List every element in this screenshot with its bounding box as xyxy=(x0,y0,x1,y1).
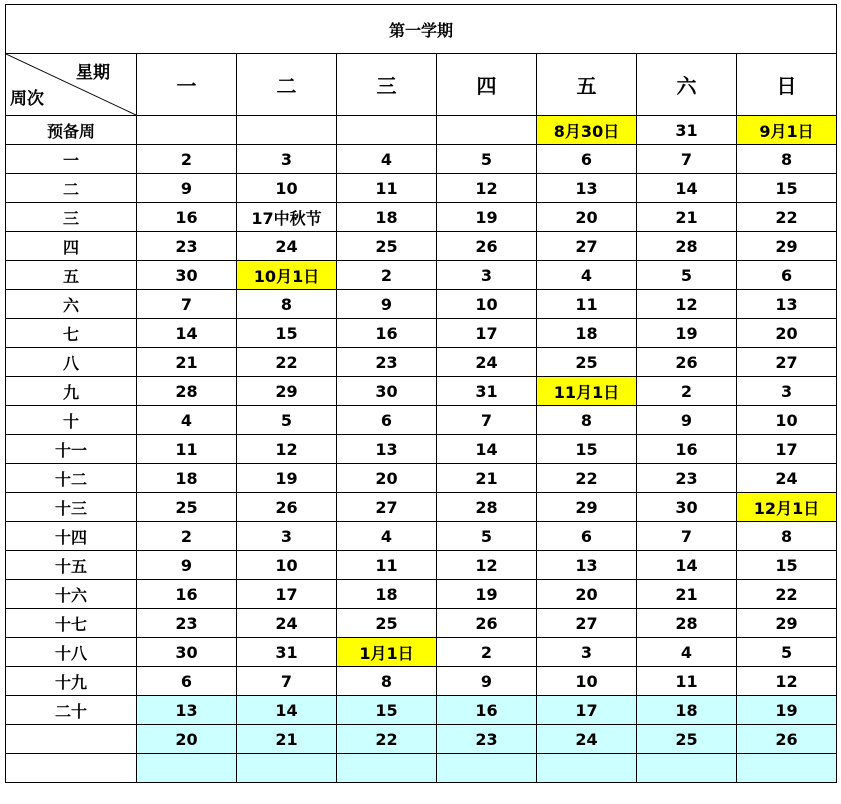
week-row xyxy=(6,551,837,580)
date-cell: 31 xyxy=(237,638,337,667)
date-cell: 10 xyxy=(437,290,537,319)
date-cell: 27 xyxy=(537,232,637,261)
date-cell: 20 xyxy=(537,203,637,232)
week-label: 预备周 xyxy=(6,116,137,145)
weekday-axis-label: 星期 xyxy=(76,63,110,83)
date-cell: 5 xyxy=(237,406,337,435)
date-cell xyxy=(137,116,237,145)
date-cell: 12 xyxy=(737,667,837,696)
date-cell: 3 xyxy=(537,638,637,667)
date-cell: 24 xyxy=(537,725,637,754)
week-row xyxy=(6,203,837,232)
week-row xyxy=(6,232,837,261)
date-cell: 31 xyxy=(637,116,737,145)
date-cell: 10 xyxy=(237,174,337,203)
week-label: 十二 xyxy=(6,464,137,493)
day-header-wed: 三 xyxy=(337,54,437,116)
date-cell: 24 xyxy=(437,348,537,377)
date-cell: 19 xyxy=(437,203,537,232)
date-cell: 25 xyxy=(137,493,237,522)
date-cell: 15 xyxy=(737,551,837,580)
date-cell: 14 xyxy=(637,551,737,580)
date-cell: 12 xyxy=(237,435,337,464)
date-cell: 23 xyxy=(437,725,537,754)
date-cell: 25 xyxy=(337,609,437,638)
day-header-tue: 二 xyxy=(237,54,337,116)
date-cell: 30 xyxy=(137,261,237,290)
date-cell: 5 xyxy=(437,145,537,174)
date-cell: 26 xyxy=(237,493,337,522)
date-cell: 2 xyxy=(337,261,437,290)
date-cell: 24 xyxy=(237,609,337,638)
date-cell: 11 xyxy=(337,174,437,203)
week-label: 十八 xyxy=(6,638,137,667)
date-cell: 13 xyxy=(537,551,637,580)
date-cell: 13 xyxy=(537,174,637,203)
day-header-thu: 四 xyxy=(437,54,537,116)
date-cell: 14 xyxy=(637,174,737,203)
week-row xyxy=(6,145,837,174)
week-row xyxy=(6,116,837,145)
date-cell: 4 xyxy=(137,406,237,435)
date-cell xyxy=(337,754,437,783)
date-cell: 8 xyxy=(537,406,637,435)
date-cell: 30 xyxy=(337,377,437,406)
week-label: 八 xyxy=(6,348,137,377)
date-cell: 28 xyxy=(637,609,737,638)
date-cell: 11 xyxy=(337,551,437,580)
date-cell: 18 xyxy=(637,696,737,725)
date-cell: 5 xyxy=(737,638,837,667)
date-cell: 26 xyxy=(437,609,537,638)
week-axis-label: 周次 xyxy=(10,89,44,109)
date-cell: 11 xyxy=(137,435,237,464)
date-cell: 2 xyxy=(437,638,537,667)
date-cell: 6 xyxy=(537,145,637,174)
date-cell: 23 xyxy=(137,609,237,638)
week-label: 四 xyxy=(6,232,137,261)
date-cell: 21 xyxy=(137,348,237,377)
date-cell: 24 xyxy=(737,464,837,493)
date-cell: 21 xyxy=(437,464,537,493)
date-cell: 19 xyxy=(637,319,737,348)
date-cell: 7 xyxy=(437,406,537,435)
date-cell: 19 xyxy=(437,580,537,609)
week-row xyxy=(6,290,837,319)
week-label: 十五 xyxy=(6,551,137,580)
week-row xyxy=(6,609,837,638)
date-cell: 18 xyxy=(537,319,637,348)
date-cell: 9 xyxy=(137,551,237,580)
week-label: 一 xyxy=(6,145,137,174)
date-cell: 4 xyxy=(537,261,637,290)
date-cell: 29 xyxy=(237,377,337,406)
week-label: 九 xyxy=(6,377,137,406)
week-row xyxy=(6,522,837,551)
date-cell: 22 xyxy=(337,725,437,754)
date-cell: 17 xyxy=(237,580,337,609)
date-cell: 23 xyxy=(337,348,437,377)
date-cell: 25 xyxy=(337,232,437,261)
week-label: 十六 xyxy=(6,580,137,609)
week-row xyxy=(6,174,837,203)
date-cell: 27 xyxy=(737,348,837,377)
date-cell: 8 xyxy=(737,145,837,174)
date-cell: 8 xyxy=(737,522,837,551)
date-cell: 11 xyxy=(637,667,737,696)
date-cell: 23 xyxy=(637,464,737,493)
date-cell: 7 xyxy=(137,290,237,319)
semester-calendar-table xyxy=(5,4,837,783)
date-cell: 6 xyxy=(337,406,437,435)
date-cell: 18 xyxy=(337,580,437,609)
day-header-fri: 五 xyxy=(537,54,637,116)
date-cell: 5 xyxy=(437,522,537,551)
week-row xyxy=(6,725,837,754)
date-cell xyxy=(337,116,437,145)
date-cell: 28 xyxy=(437,493,537,522)
date-cell: 19 xyxy=(237,464,337,493)
date-cell: 10 xyxy=(737,406,837,435)
week-label: 十三 xyxy=(6,493,137,522)
date-cell: 25 xyxy=(537,348,637,377)
header-row xyxy=(6,54,837,116)
date-cell: 29 xyxy=(737,609,837,638)
week-label: 三 xyxy=(6,203,137,232)
date-cell: 16 xyxy=(337,319,437,348)
date-cell: 21 xyxy=(637,203,737,232)
date-cell: 6 xyxy=(537,522,637,551)
week-label xyxy=(6,754,137,783)
week-row xyxy=(6,580,837,609)
date-cell: 22 xyxy=(737,580,837,609)
date-cell: 20 xyxy=(737,319,837,348)
date-cell: 15 xyxy=(237,319,337,348)
week-label: 十 xyxy=(6,406,137,435)
week-label: 二十 xyxy=(6,696,137,725)
date-cell: 15 xyxy=(537,435,637,464)
date-cell: 2 xyxy=(137,522,237,551)
date-cell: 29 xyxy=(537,493,637,522)
date-cell: 9 xyxy=(137,174,237,203)
date-cell: 1月1日 xyxy=(337,638,437,667)
date-cell: 16 xyxy=(137,580,237,609)
date-cell: 10 xyxy=(237,551,337,580)
date-cell xyxy=(437,116,537,145)
date-cell: 28 xyxy=(137,377,237,406)
date-cell: 5 xyxy=(637,261,737,290)
week-label: 六 xyxy=(6,290,137,319)
date-cell: 26 xyxy=(637,348,737,377)
date-cell: 21 xyxy=(237,725,337,754)
date-cell xyxy=(737,754,837,783)
date-cell: 8 xyxy=(337,667,437,696)
date-cell: 12 xyxy=(637,290,737,319)
date-cell: 14 xyxy=(137,319,237,348)
date-cell: 3 xyxy=(237,145,337,174)
date-cell: 13 xyxy=(137,696,237,725)
week-row xyxy=(6,406,837,435)
date-cell: 7 xyxy=(637,522,737,551)
date-cell: 9 xyxy=(437,667,537,696)
date-cell: 8月30日 xyxy=(537,116,637,145)
date-cell: 20 xyxy=(137,725,237,754)
date-cell: 26 xyxy=(437,232,537,261)
date-cell: 16 xyxy=(437,696,537,725)
day-header-sun: 日 xyxy=(737,54,837,116)
date-cell: 2 xyxy=(637,377,737,406)
date-cell xyxy=(137,754,237,783)
date-cell: 17 xyxy=(737,435,837,464)
week-row xyxy=(6,638,837,667)
date-cell: 12月1日 xyxy=(737,493,837,522)
date-cell: 17中秋节 xyxy=(237,203,337,232)
date-cell: 23 xyxy=(137,232,237,261)
date-cell: 10 xyxy=(537,667,637,696)
date-cell: 17 xyxy=(537,696,637,725)
date-cell xyxy=(237,754,337,783)
week-label: 二 xyxy=(6,174,137,203)
date-cell: 22 xyxy=(737,203,837,232)
date-cell: 15 xyxy=(737,174,837,203)
date-cell: 7 xyxy=(637,145,737,174)
week-label: 十四 xyxy=(6,522,137,551)
week-row xyxy=(6,696,837,725)
day-header-mon: 一 xyxy=(137,54,237,116)
date-cell: 24 xyxy=(237,232,337,261)
week-row xyxy=(6,348,837,377)
date-cell: 16 xyxy=(637,435,737,464)
date-cell: 17 xyxy=(437,319,537,348)
week-row xyxy=(6,377,837,406)
date-cell: 29 xyxy=(737,232,837,261)
date-cell: 27 xyxy=(537,609,637,638)
date-cell: 22 xyxy=(537,464,637,493)
date-cell: 21 xyxy=(637,580,737,609)
week-label xyxy=(6,725,137,754)
date-cell: 19 xyxy=(737,696,837,725)
date-cell: 9 xyxy=(637,406,737,435)
date-cell: 12 xyxy=(437,174,537,203)
date-cell: 6 xyxy=(737,261,837,290)
date-cell: 4 xyxy=(637,638,737,667)
date-cell: 6 xyxy=(137,667,237,696)
date-cell: 18 xyxy=(337,203,437,232)
date-cell: 20 xyxy=(537,580,637,609)
date-cell: 3 xyxy=(437,261,537,290)
date-cell: 10月1日 xyxy=(237,261,337,290)
week-label: 十七 xyxy=(6,609,137,638)
date-cell: 11月1日 xyxy=(537,377,637,406)
date-cell: 28 xyxy=(637,232,737,261)
date-cell: 4 xyxy=(337,145,437,174)
date-cell: 30 xyxy=(637,493,737,522)
date-cell xyxy=(637,754,737,783)
week-row xyxy=(6,754,837,783)
date-cell: 11 xyxy=(537,290,637,319)
date-cell: 4 xyxy=(337,522,437,551)
week-label: 十一 xyxy=(6,435,137,464)
date-cell: 31 xyxy=(437,377,537,406)
week-label: 七 xyxy=(6,319,137,348)
date-cell: 13 xyxy=(337,435,437,464)
day-header-sat: 六 xyxy=(637,54,737,116)
week-row xyxy=(6,667,837,696)
date-cell: 9月1日 xyxy=(737,116,837,145)
date-cell: 15 xyxy=(337,696,437,725)
date-cell: 27 xyxy=(337,493,437,522)
date-cell xyxy=(237,116,337,145)
week-row xyxy=(6,435,837,464)
date-cell: 20 xyxy=(337,464,437,493)
week-row xyxy=(6,319,837,348)
date-cell: 14 xyxy=(437,435,537,464)
date-cell xyxy=(437,754,537,783)
date-cell: 25 xyxy=(637,725,737,754)
week-row xyxy=(6,261,837,290)
week-label: 十九 xyxy=(6,667,137,696)
date-cell: 3 xyxy=(237,522,337,551)
date-cell: 8 xyxy=(237,290,337,319)
week-row xyxy=(6,493,837,522)
date-cell: 9 xyxy=(337,290,437,319)
date-cell: 7 xyxy=(237,667,337,696)
date-cell: 16 xyxy=(137,203,237,232)
week-row xyxy=(6,464,837,493)
date-cell: 13 xyxy=(737,290,837,319)
date-cell: 18 xyxy=(137,464,237,493)
week-label: 五 xyxy=(6,261,137,290)
date-cell: 3 xyxy=(737,377,837,406)
date-cell: 26 xyxy=(737,725,837,754)
corner-header-cell xyxy=(6,54,137,116)
page-title: 第一学期 xyxy=(6,5,837,54)
date-cell xyxy=(537,754,637,783)
date-cell: 22 xyxy=(237,348,337,377)
date-cell: 12 xyxy=(437,551,537,580)
date-cell: 14 xyxy=(237,696,337,725)
date-cell: 2 xyxy=(137,145,237,174)
date-cell: 30 xyxy=(137,638,237,667)
